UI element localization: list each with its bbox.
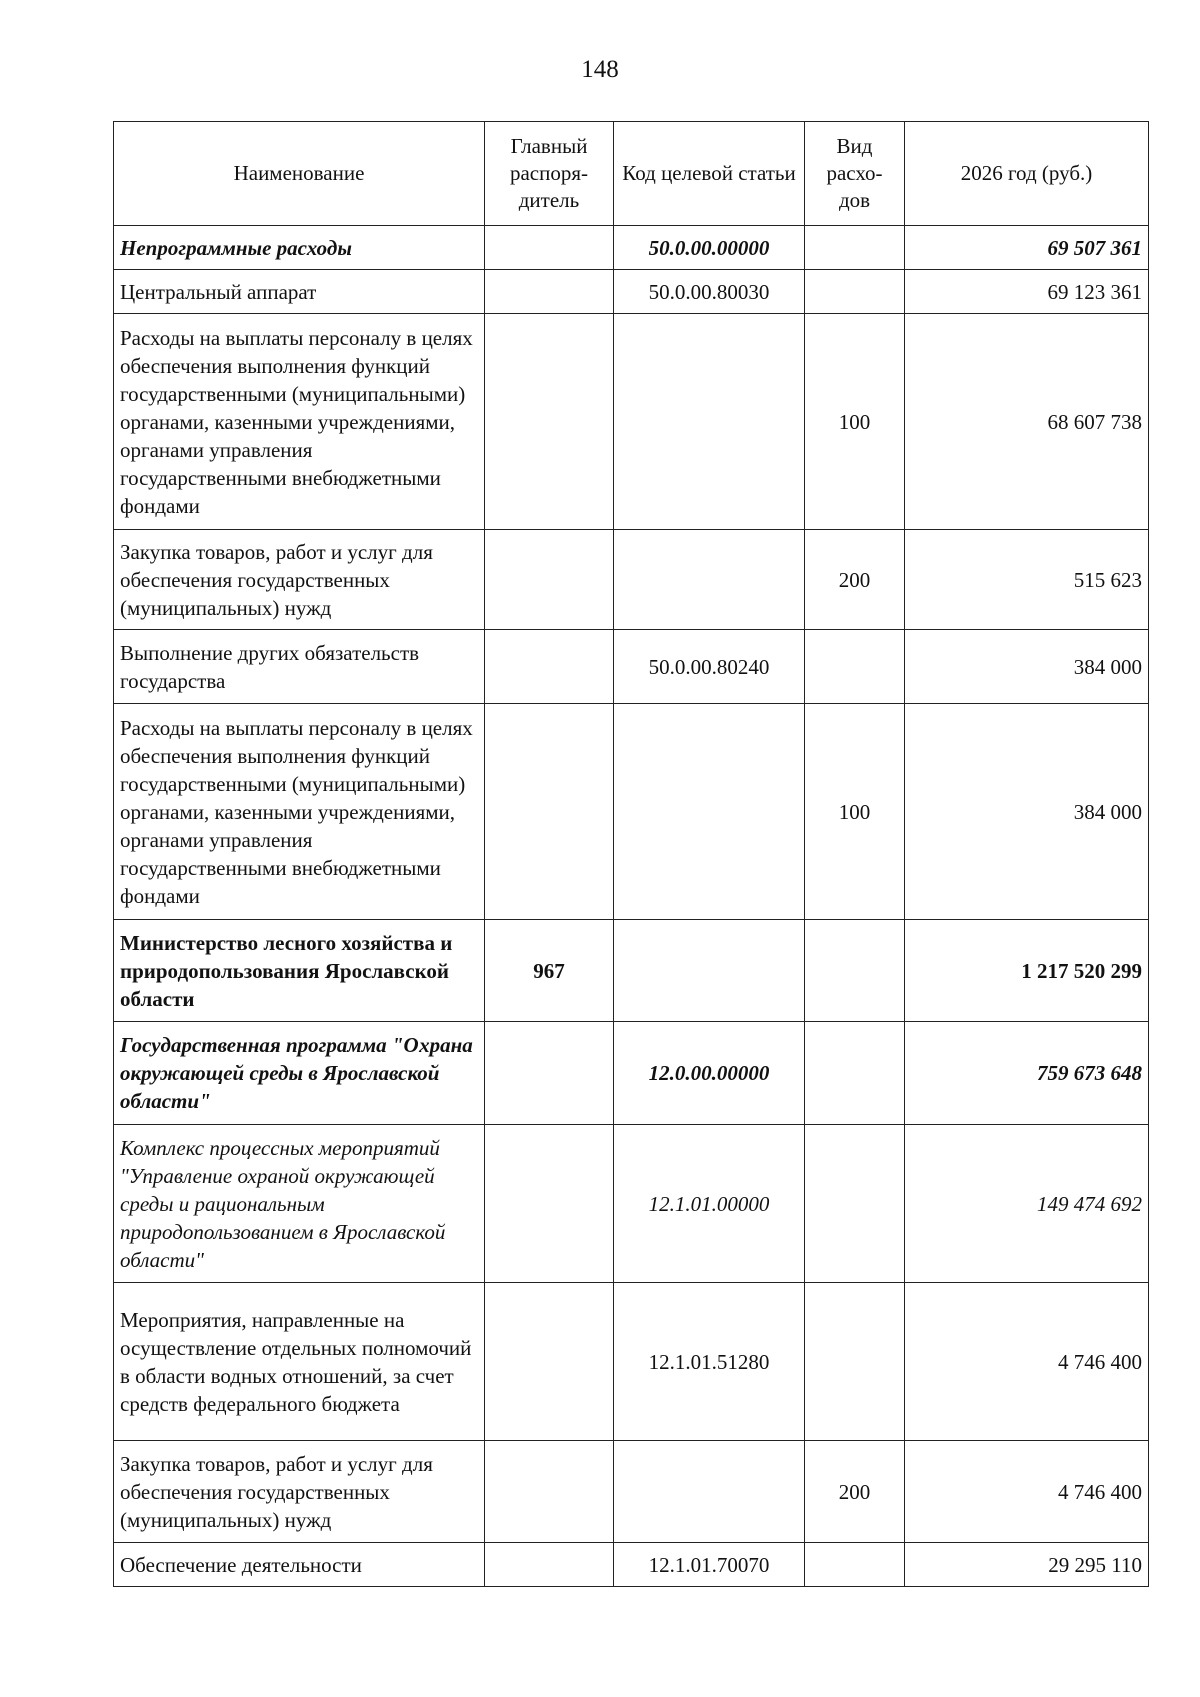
row-name: Обеспечение деятельности <box>114 1543 485 1587</box>
row-admin <box>485 1543 614 1587</box>
row-name: Министерство лесного хозяйства и природопользования Ярославской области <box>114 920 485 1022</box>
row-admin <box>485 1125 614 1283</box>
row-admin <box>485 704 614 920</box>
table-row <box>114 920 1149 1022</box>
row-amount: 515 623 <box>905 530 1149 630</box>
row-admin <box>485 1283 614 1441</box>
row-name: Закупка товаров, работ и услуг для обеспечения государственных (муниципальных) нужд <box>114 1441 485 1543</box>
row-code: 50.0.00.80240 <box>614 630 805 704</box>
table-row <box>114 1283 1149 1441</box>
row-code: 12.0.00.00000 <box>614 1022 805 1125</box>
row-type <box>805 1283 905 1441</box>
table-row <box>114 226 1149 270</box>
row-type <box>805 920 905 1022</box>
table-row <box>114 1022 1149 1125</box>
row-type <box>805 226 905 270</box>
row-type <box>805 1543 905 1587</box>
row-code <box>614 920 805 1022</box>
row-code <box>614 1441 805 1543</box>
row-type <box>805 270 905 314</box>
row-code: 12.1.01.70070 <box>614 1543 805 1587</box>
row-amount: 29 295 110 <box>905 1543 1149 1587</box>
row-name: Расходы на выплаты персоналу в целях обеспечения выполнения функций государственными (муниципальными) органами, казенными учреждениями, органами управления государственными внебюджетными фондами <box>114 704 485 920</box>
table-row <box>114 704 1149 920</box>
row-name: Комплекс процессных мероприятий "Управление охраной окружающей среды и рациональным природопользованием в Ярославской области" <box>114 1125 485 1283</box>
row-amount: 384 000 <box>905 630 1149 704</box>
table-row <box>114 1543 1149 1587</box>
row-name: Выполнение других обязательств государства <box>114 630 485 704</box>
row-code <box>614 314 805 530</box>
row-code: 12.1.01.00000 <box>614 1125 805 1283</box>
row-name: Непрограммные расходы <box>114 226 485 270</box>
row-type: 200 <box>805 1441 905 1543</box>
row-name: Центральный аппарат <box>114 270 485 314</box>
row-admin <box>485 314 614 530</box>
row-code <box>614 704 805 920</box>
row-amount: 69 123 361 <box>905 270 1149 314</box>
row-code <box>614 530 805 630</box>
row-type <box>805 630 905 704</box>
row-amount: 759 673 648 <box>905 1022 1149 1125</box>
page-number: 148 <box>581 56 619 83</box>
row-admin: 967 <box>485 920 614 1022</box>
header-name: Наименование <box>114 122 485 226</box>
row-type: 100 <box>805 314 905 530</box>
table-row <box>114 1125 1149 1283</box>
row-type <box>805 1022 905 1125</box>
row-admin <box>485 226 614 270</box>
row-amount: 4 746 400 <box>905 1283 1149 1441</box>
row-code: 50.0.00.80030 <box>614 270 805 314</box>
row-name: Закупка товаров, работ и услуг для обеспечения государственных (муниципальных) нужд <box>114 530 485 630</box>
table-row <box>114 530 1149 630</box>
row-amount: 149 474 692 <box>905 1125 1149 1283</box>
table-header-row <box>114 122 1149 226</box>
row-amount: 1 217 520 299 <box>905 920 1149 1022</box>
row-amount: 4 746 400 <box>905 1441 1149 1543</box>
row-amount: 68 607 738 <box>905 314 1149 530</box>
row-name: Государственная программа "Охрана окружающей среды в Ярославской области" <box>114 1022 485 1125</box>
table-row <box>114 314 1149 530</box>
row-code: 12.1.01.51280 <box>614 1283 805 1441</box>
row-admin <box>485 630 614 704</box>
row-type <box>805 1125 905 1283</box>
row-name: Расходы на выплаты персоналу в целях обеспечения выполнения функций государственными (муниципальными) органами, казенными учреждениями, органами управления государственными внебюджетными фондами <box>114 314 485 530</box>
header-type: Вид расхо-дов <box>805 122 905 226</box>
row-admin <box>485 530 614 630</box>
row-name: Мероприятия, направленные на осуществление отдельных полномочий в области водных отношений, за счет средств федерального бюджета <box>114 1283 485 1441</box>
budget-table <box>113 121 1149 1587</box>
table-row <box>114 270 1149 314</box>
header-admin: Главный распоря-дитель <box>485 122 614 226</box>
header-amount: 2026 год (руб.) <box>905 122 1149 226</box>
table-row <box>114 630 1149 704</box>
row-amount: 384 000 <box>905 704 1149 920</box>
row-admin <box>485 1441 614 1543</box>
table-row <box>114 1441 1149 1543</box>
row-admin <box>485 1022 614 1125</box>
row-code: 50.0.00.00000 <box>614 226 805 270</box>
row-type: 100 <box>805 704 905 920</box>
row-type: 200 <box>805 530 905 630</box>
row-admin <box>485 270 614 314</box>
header-code: Код целевой статьи <box>614 122 805 226</box>
row-amount: 69 507 361 <box>905 226 1149 270</box>
